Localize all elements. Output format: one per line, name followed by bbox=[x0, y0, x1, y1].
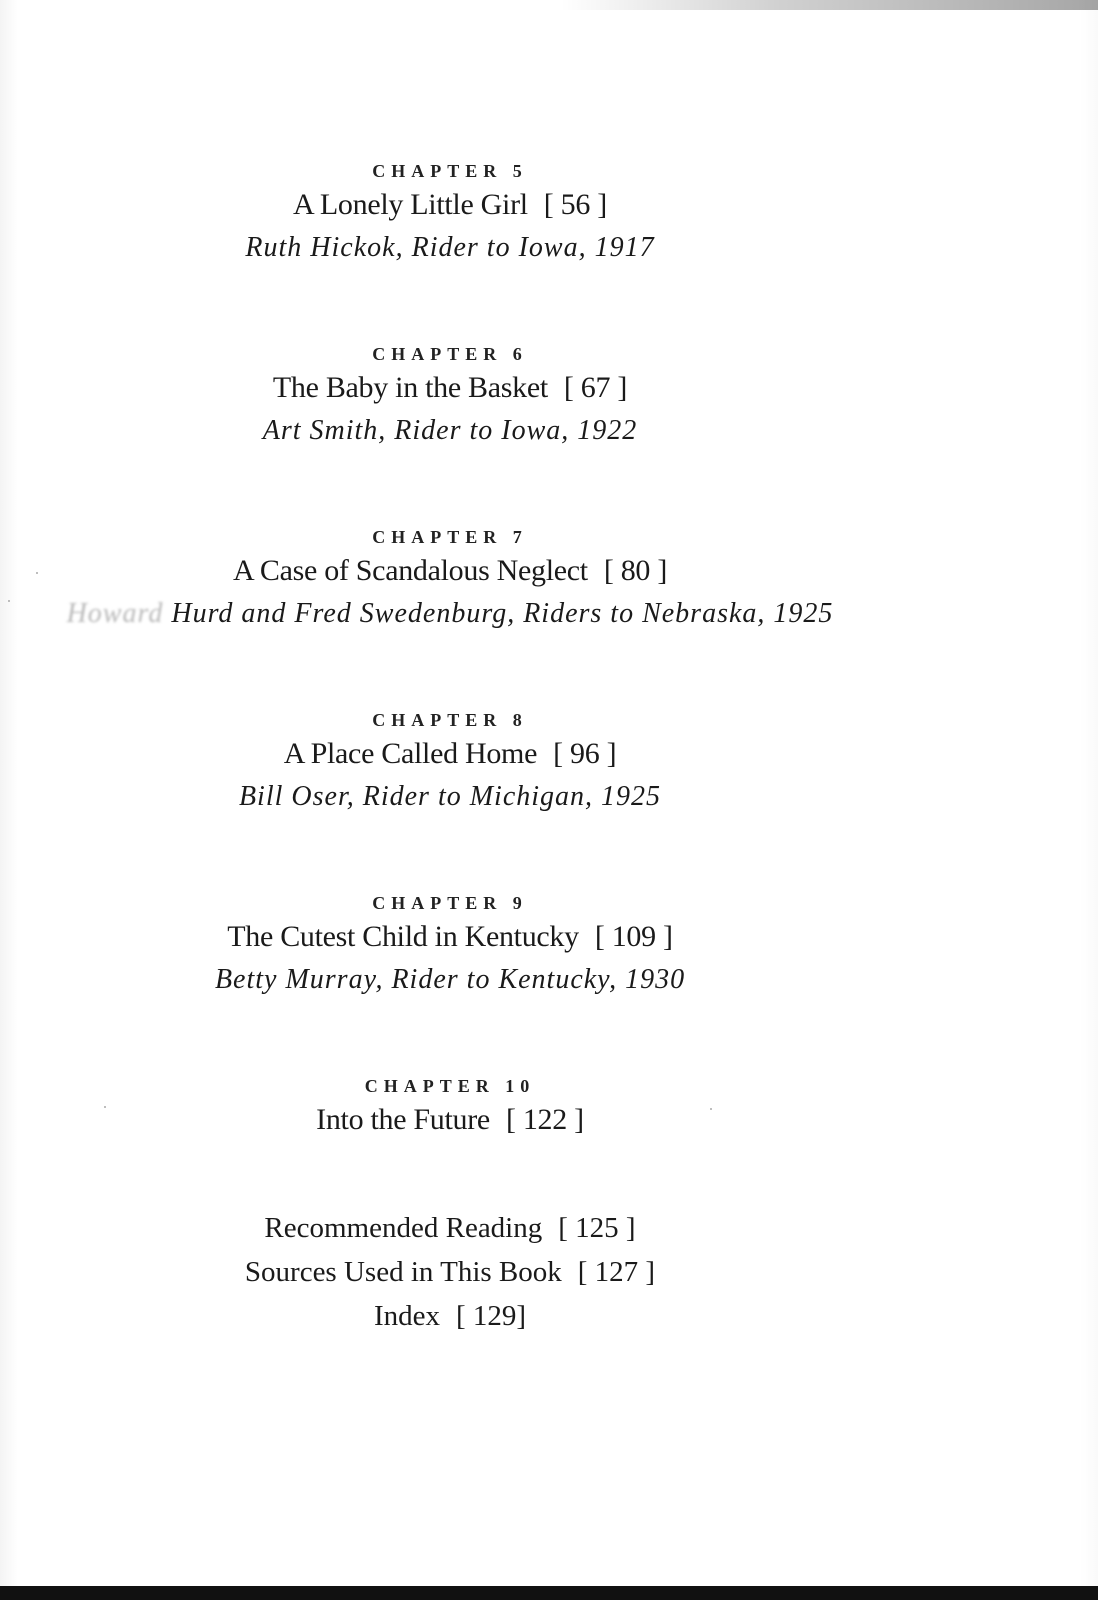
page-reference: [ 109 ] bbox=[594, 920, 673, 953]
chapter-title-line bbox=[0, 1099, 900, 1143]
toc-entry-sources bbox=[0, 1252, 900, 1292]
chapter-subtitle: Art Smith, Rider to Iowa, 1922 bbox=[262, 415, 638, 446]
blurred-name-prefix: Howard bbox=[66, 598, 164, 629]
chapter-title: A Lonely Little Girl bbox=[293, 188, 528, 221]
page-reference: [ 127 ] bbox=[577, 1256, 656, 1288]
chapter-subtitle: Ruth Hickok, Rider to Iowa, 1917 bbox=[245, 232, 655, 263]
chapter-title-line bbox=[0, 733, 900, 777]
toc-entry-chapter-6 bbox=[0, 341, 900, 453]
chapter-title-line bbox=[0, 916, 900, 960]
chapter-label: CHAPTER 5 bbox=[372, 161, 528, 181]
chapter-subtitle: Betty Murray, Rider to Kentucky, 1930 bbox=[214, 964, 686, 995]
chapter-subtitle: Bill Oser, Rider to Michigan, 1925 bbox=[238, 781, 662, 812]
page-reference: [ 122 ] bbox=[505, 1103, 584, 1136]
toc-entry-chapter-7 bbox=[0, 524, 900, 636]
page-reference: [ 125 ] bbox=[558, 1212, 636, 1244]
toc-entry-index bbox=[0, 1296, 900, 1336]
toc-entry-chapter-5 bbox=[0, 158, 900, 270]
chapter-title: A Case of Scandalous Neglect bbox=[232, 554, 588, 587]
page-reference: [ 67 ] bbox=[563, 371, 628, 404]
chapter-title: The Cutest Child in Kentucky bbox=[227, 920, 579, 953]
chapter-label: CHAPTER 9 bbox=[372, 893, 528, 913]
chapter-title: The Baby in the Basket bbox=[272, 371, 548, 404]
page-reference: [ 129] bbox=[455, 1300, 527, 1332]
chapter-label: CHAPTER 10 bbox=[364, 1076, 536, 1096]
scan-speck bbox=[8, 600, 10, 602]
back-matter-title: Index bbox=[373, 1300, 440, 1332]
page-reference: [ 96 ] bbox=[553, 737, 617, 770]
scan-speck bbox=[104, 1106, 106, 1108]
chapter-title-line bbox=[0, 367, 900, 411]
chapter-title-line bbox=[0, 550, 900, 594]
scan-speck bbox=[710, 1108, 712, 1110]
scan-speck bbox=[36, 572, 38, 574]
page-reference: [ 80 ] bbox=[603, 554, 668, 587]
chapter-label: CHAPTER 6 bbox=[372, 344, 528, 364]
chapter-label: CHAPTER 8 bbox=[372, 710, 528, 730]
back-matter-title: Recommended Reading bbox=[264, 1212, 543, 1244]
toc-entry-chapter-8 bbox=[0, 707, 900, 819]
toc-entry-recommended-reading bbox=[0, 1208, 900, 1248]
chapter-title-line bbox=[0, 184, 900, 228]
chapter-title: Into the Future bbox=[316, 1103, 490, 1136]
page-reference: [ 56 ] bbox=[543, 188, 607, 221]
scan-shadow-top bbox=[560, 0, 1098, 10]
back-matter-title: Sources Used in This Book bbox=[244, 1256, 562, 1288]
toc-entry-chapter-9 bbox=[0, 890, 900, 1002]
chapter-subtitle bbox=[0, 594, 900, 636]
toc-entry-chapter-10 bbox=[0, 1073, 900, 1143]
scan-edge-bottom bbox=[0, 1586, 1098, 1600]
chapter-label: CHAPTER 7 bbox=[372, 527, 528, 547]
chapter-title: A Place Called Home bbox=[283, 737, 538, 770]
chapter-subtitle-text: Hurd and Fred Swedenburg, Riders to Nebraska, 1925 bbox=[171, 598, 834, 629]
